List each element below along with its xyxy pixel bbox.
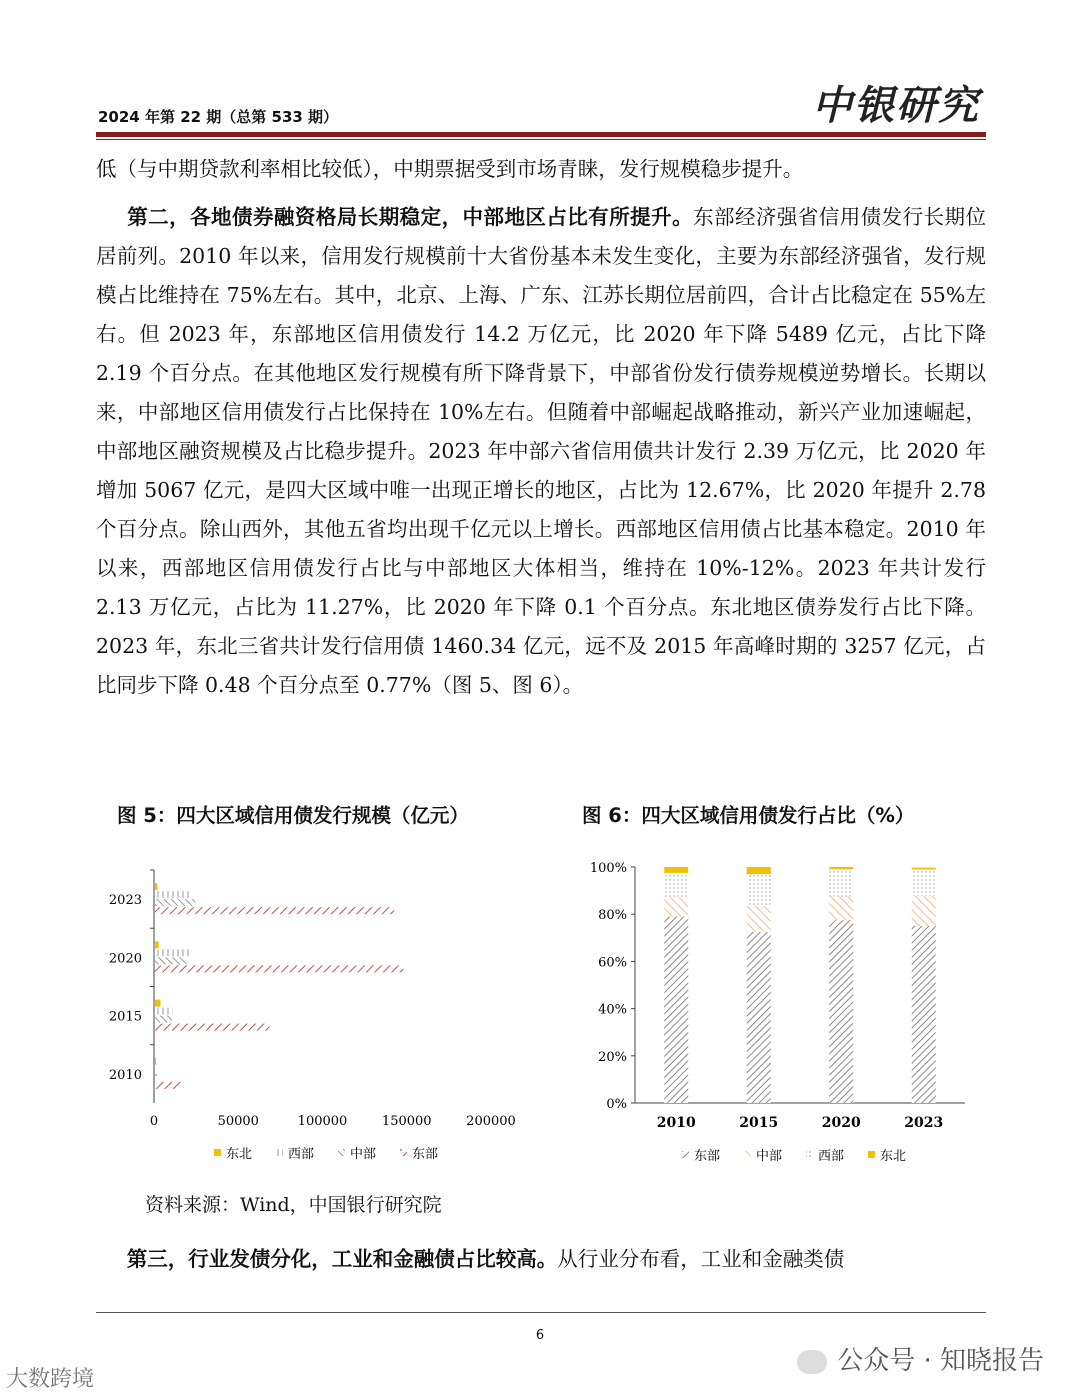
bar-中部 [155, 899, 195, 906]
legend-label: 中部 [350, 1147, 377, 1162]
legend-swatch [400, 1149, 407, 1156]
footer-rule [96, 1312, 986, 1313]
y-tick-label: 80% [598, 908, 627, 924]
bar-东北 [155, 941, 159, 948]
y-tick-label: 2023 [108, 893, 142, 909]
bar-西部 [155, 949, 191, 956]
paragraph-3 [96, 1240, 986, 1279]
figure-6-title: 图 6：四大区域信用债发行占比（%） [582, 804, 915, 827]
paragraph-2-body: 东部经济强省信用债发行长期位居前列。2010 年以来，信用发行规模前十大省份基本未发生变化，主要为东部经济强省，发行规模占比维持在 75%左右。其中，北京、上海、广东、江苏长期位居前四，合计占比稳定在 55%左右。但 2023 年，东部地区信用债发行 14.2 万亿元，比 2020 年下降 5489 亿元，占比下降 2.19 个百分点。在其他地区发行规模有所下降背景下，中部省份发行债券规模逆势增长。长期以来，中部地区信用债发行占比保持在 10%左右。但随着中部崛起战略推动，新兴产业加速崛起，中部地区融资规模及占比稳步提升。2023 年中部六省信用债共计发行 2.39 万亿元，比 2020 年增加 5067 亿元，是四大区域中唯一出现正增长的地区，占比为 12.67%，比 2020 年提升 2.78 个百分点。除山西外，其他五省均出现千亿元以上增长。西部地区信用债占比基本稳定。2010 年以来，西部地区信用债发行占比与中部地区大体相当，维持在 10%-12%。2023 年共计发行 2.13 万亿元，占比为 11.27%，比 2020 年下降 0.1 个百分点。东北地区债券发行占比下降。2023 年，东北三省共计发行信用债 1460.34 亿元，远不及 2015 年高峰时期的 3257 亿元，占比同步下降 0.48 个百分点至 0.77%（图 5、图 6）。 [96, 205, 987, 697]
y-tick-label: 100% [589, 861, 627, 876]
x-tick-label: 200000 [466, 1114, 516, 1129]
y-tick-label: 20% [598, 1049, 627, 1065]
paragraph-2-lead: 第二，各地债券融资格局长期稳定，中部地区占比有所提升。 [126, 205, 694, 229]
bar-西部 [664, 873, 688, 898]
source-note: 资料来源：Wind，中国银行研究院 [145, 1194, 442, 1216]
bar-东北 [747, 867, 771, 874]
legend-label: 东部 [412, 1147, 439, 1162]
header-rule-thin [96, 139, 986, 140]
bar-中部 [155, 957, 187, 964]
legend-swatch [682, 1151, 689, 1158]
legend-label: 西部 [818, 1149, 845, 1164]
watermark-right [797, 1340, 1044, 1377]
x-tick-label: 2015 [739, 1115, 779, 1131]
x-tick-label: 2020 [821, 1115, 861, 1131]
bar-中部 [912, 896, 936, 926]
bar-东北 [155, 883, 157, 890]
y-tick-label: 60% [598, 955, 627, 971]
y-tick-label: 2020 [108, 951, 142, 967]
figure-5-chart [96, 860, 536, 1180]
bar-东部 [155, 1082, 181, 1089]
bar-西部 [155, 1008, 173, 1015]
bar-中部 [155, 1016, 172, 1023]
x-tick-label: 150000 [381, 1114, 432, 1129]
bar-东部 [747, 932, 771, 1103]
bar-中部 [155, 1074, 157, 1081]
legend-swatch [276, 1149, 283, 1156]
header-rule [96, 132, 986, 137]
figure-6-chart [580, 850, 980, 1180]
bar-东部 [155, 907, 394, 914]
bar-东部 [829, 920, 853, 1103]
bar-东部 [912, 926, 936, 1103]
bar-中部 [829, 897, 853, 921]
bar-东部 [155, 965, 404, 972]
legend-swatch [338, 1149, 345, 1156]
bar-东北 [155, 1058, 156, 1065]
x-tick-label: 2010 [656, 1115, 696, 1131]
logo: 中银研究 [812, 82, 980, 129]
legend-swatch [868, 1151, 875, 1158]
page-number: 6 [535, 1328, 545, 1343]
bar-东北 [155, 1000, 160, 1007]
bar-西部 [829, 869, 853, 896]
legend-label: 东部 [694, 1149, 721, 1164]
paragraph-3-body: 从行业分布看，工业和金融类债 [557, 1247, 845, 1271]
legend-swatch [214, 1149, 221, 1156]
bar-东部 [664, 917, 688, 1103]
paragraph-2 [96, 198, 986, 705]
legend-label: 西部 [288, 1147, 315, 1162]
bar-西部 [912, 870, 936, 897]
wechat-icon [797, 1350, 827, 1374]
bar-西部 [155, 891, 191, 898]
x-tick-label: 2023 [904, 1115, 944, 1131]
bar-东北 [829, 867, 853, 869]
bar-中部 [664, 898, 688, 917]
bar-中部 [747, 906, 771, 932]
issue-label: 2024 年第 22 期（总第 533 期） [98, 108, 339, 126]
watermark-right-text: 公众号 · 知晓报告 [837, 1346, 1044, 1376]
x-tick-label: 0 [149, 1114, 159, 1129]
legend-label: 东北 [226, 1147, 253, 1162]
bar-东北 [912, 868, 936, 870]
bar-西部 [747, 874, 771, 906]
legend-label: 中部 [756, 1149, 783, 1164]
legend-swatch [806, 1151, 813, 1158]
y-tick-label: 40% [598, 1002, 627, 1018]
legend-swatch [744, 1151, 751, 1158]
y-tick-label: 2015 [108, 1009, 142, 1025]
y-tick-label: 2010 [108, 1067, 142, 1083]
figure-5-title: 图 5：四大区域信用债发行规模（亿元） [117, 804, 469, 827]
x-tick-label: 50000 [217, 1114, 259, 1129]
watermark-left: 大数跨境 [6, 1367, 95, 1392]
bar-东北 [664, 867, 688, 873]
x-tick-label: 100000 [297, 1114, 348, 1129]
y-tick-label: 0% [606, 1097, 627, 1112]
paragraph-3-lead: 第三，行业发债分化，工业和金融债占比较高。 [126, 1247, 558, 1271]
legend-label: 东北 [880, 1149, 907, 1164]
bar-西部 [155, 1066, 157, 1073]
paragraph-1: 低（与中期贷款利率相比较低），中期票据受到市场青睐，发行规模稳步提升。 [96, 157, 804, 181]
bar-东部 [155, 1024, 270, 1031]
